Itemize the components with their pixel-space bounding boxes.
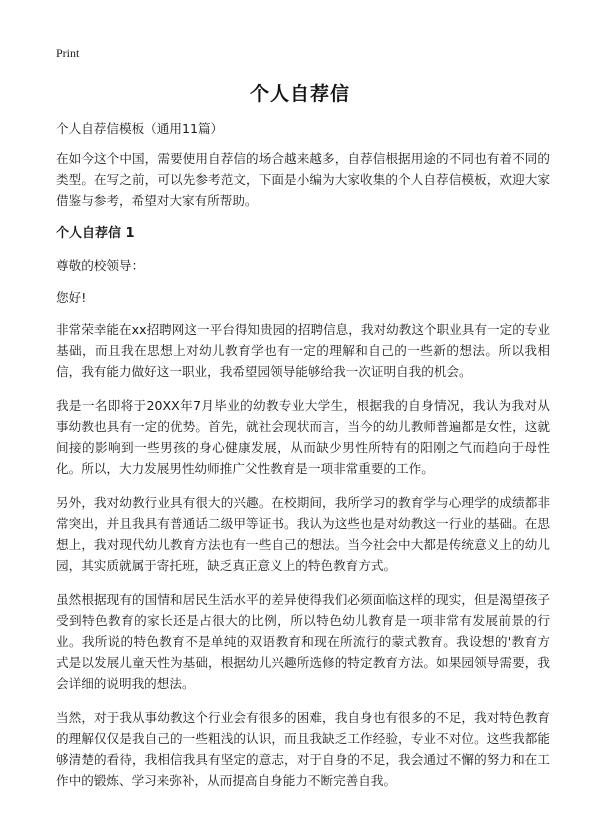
body-paragraph-5: 当然，对于我从事幼教这个行业会有很多的困难，我自身也有很多的不足，我对特色教育的理解仅仅是我自己的一些粗浅的认识，而且我缺乏工作经验，专业不对位。这些我都能够清楚的看待，我相信我具有坚定的意志，对于自身的不足，我会通过不懈的努力和在工作中的锻炼、学习来弥补，从而提高自身能力不断完善自我。	[56, 710, 550, 788]
body-paragraph-2: 我是一名即将于20XX年7月毕业的幼教专业大学生，根据我的自身情况，我认为我对从事幼教也具有一定的优势。首先，就社会现状而言，当今的幼儿教师普遍都是女性，这就间接的影响到一些男孩的身心健康发展，从而缺少男性所特有的阳刚之气而趋向于母性化。所以，大力发展男性幼师推广父性教育是一项非常重要的工作。	[56, 398, 550, 476]
document-body	[56, 118, 550, 804]
document-subtitle: 个人自荐信模板（通用11篇）	[56, 121, 224, 136]
section-heading: 个人自荐信 1	[56, 226, 135, 241]
body-paragraph-4: 虽然根据现有的国情和居民生活水平的差异使得我们必须面临这样的现实，但是渴望孩子受到特色教育的家长还是占很大的比例，所以特色幼儿教育是一项非常有发展前景的行业。我所说的特色教育不是单纯的双语教育和现在所流行的蒙式教育。我设想的'教育方式是以发展儿童天性为基础，根据幼儿兴趣所选修的特定教育方法。如果园领导需要，我会详细的说明我的想法。	[56, 592, 550, 691]
page-title: 个人自荐信	[249, 83, 350, 105]
greeting: 您好!	[56, 290, 87, 305]
intro-paragraph: 在如今这个中国，需要使用自荐信的场合越来越多，自荐信根据用途的不同也有着不同的类型。在写之前，可以先参考范文，下面是小编为大家收集的个人自荐信模板，欢迎大家借鉴与参考，希望对大家有所帮助。	[56, 151, 550, 208]
body-paragraph-3: 另外，我对幼教行业具有很大的兴趣。在校期间，我所学习的教育学与心理学的成绩都非常突出，并且我具有普通话二级甲等证书。我认为这些也是对幼教这一行业的基础。在思想上，我对现代幼儿教育方法也有一些自己的想法。当今社会中大都是传统意义上的幼儿园，其实质就属于寄托班，缺乏真正意义上的特色教育方式。	[56, 495, 550, 573]
body-paragraph-1: 非常荣幸能在xx招聘网这一平台得知贵园的招聘信息，我对幼教这个职业具有一定的专业基础，而且我在思想上对幼儿教育学也有一定的理解和自己的一些新的想法。所以我相信，我有能力做好这一职业，我希望园领导能够给我一次证明自我的机会。	[56, 322, 550, 379]
print-link[interactable]: Print	[56, 46, 80, 60]
salutation: 尊敬的校领导：	[56, 258, 145, 273]
